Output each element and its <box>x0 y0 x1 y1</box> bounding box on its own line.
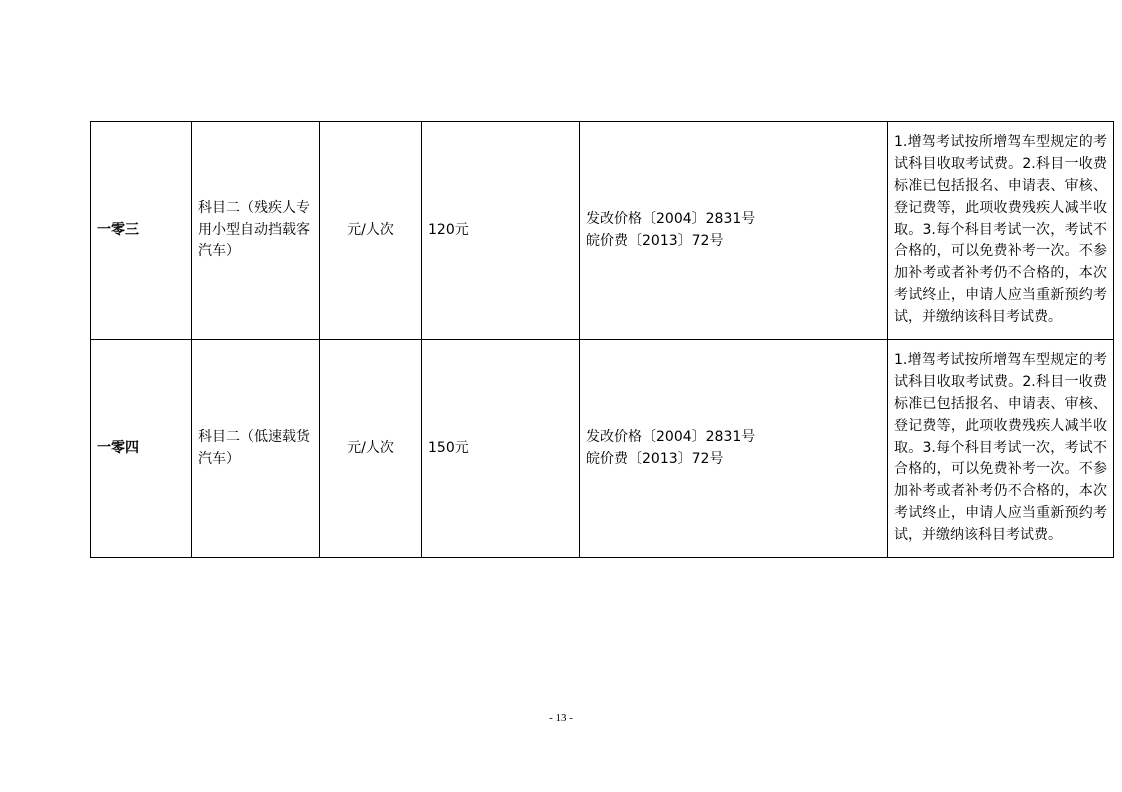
charge-standard: 150元 <box>428 439 469 456</box>
charge-unit: 元/人次 <box>347 439 394 456</box>
table-row <box>91 122 1114 340</box>
item-name: 科目二（低速载货汽车） <box>198 428 310 467</box>
page-number: - 13 - <box>549 712 573 724</box>
charge-standard: 120元 <box>428 221 469 238</box>
item-code-cell <box>91 122 192 340</box>
basis-line: 皖价费〔2013〕72号 <box>586 232 724 249</box>
unit-cell <box>320 340 422 558</box>
charge-unit: 元/人次 <box>347 221 394 238</box>
item-name: 科目二（残疾人专用小型自动挡载客汽车） <box>198 199 310 260</box>
item-code: 一零三 <box>97 221 139 238</box>
remark-text: 1.增驾考试按所增驾车型规定的考试科目收取考试费。2.科目一收费标准已包括报名、申请表、审核、登记费等，此项收费残疾人减半收取。3.每个科目考试一次，考试不合格的，可以免费补考一次。不参加补考或者补考仍不合格的，本次考试终止，申请人应当重新预约考试，并缴纳该科目考试费。 <box>894 352 1107 543</box>
item-name-cell <box>192 340 320 558</box>
item-code: 一零四 <box>97 439 139 456</box>
fee-table <box>90 121 1114 558</box>
standard-cell <box>422 122 580 340</box>
basis-line: 发改价格〔2004〕2831号 <box>586 210 756 227</box>
item-name-cell <box>192 122 320 340</box>
basis-cell <box>580 122 888 340</box>
basis-line: 发改价格〔2004〕2831号 <box>586 428 756 445</box>
basis-cell <box>580 340 888 558</box>
unit-cell <box>320 122 422 340</box>
item-code-cell <box>91 340 192 558</box>
standard-cell <box>422 340 580 558</box>
remark-cell <box>888 340 1114 558</box>
basis-line: 皖价费〔2013〕72号 <box>586 450 724 467</box>
remark-text: 1.增驾考试按所增驾车型规定的考试科目收取考试费。2.科目一收费标准已包括报名、申请表、审核、登记费等，此项收费残疾人减半收取。3.每个科目考试一次，考试不合格的，可以免费补考一次。不参加补考或者补考仍不合格的，本次考试终止，申请人应当重新预约考试，并缴纳该科目考试费。 <box>894 134 1107 325</box>
remark-cell <box>888 122 1114 340</box>
table-row <box>91 340 1114 558</box>
